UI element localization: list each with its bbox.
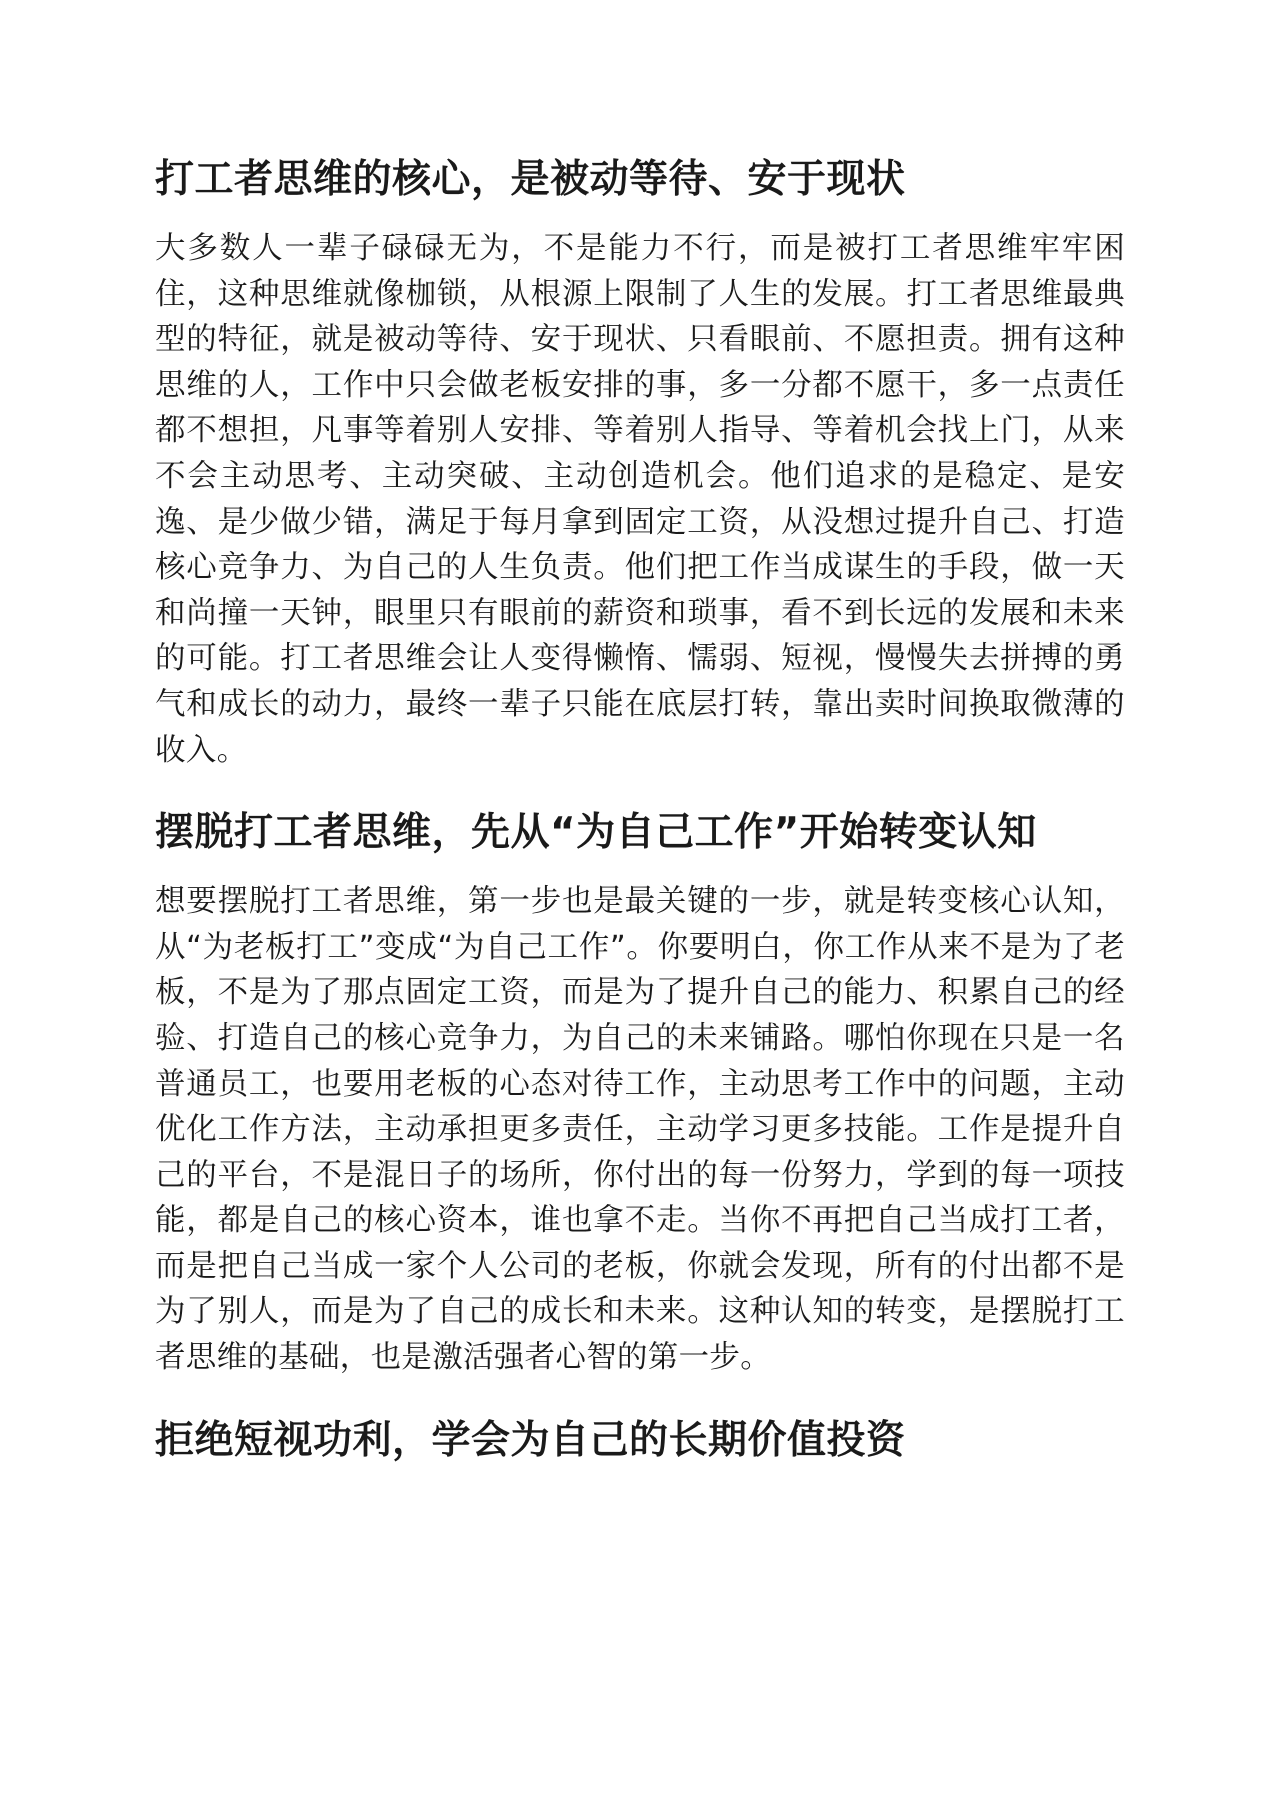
section-heading: 拒绝短视功利，学会为自己的长期价值投资 — [155, 1417, 906, 1463]
section-heading: 打工者思维的核心，是被动等待、安于现状 — [155, 157, 906, 202]
section-heading: 摆脱打工者思维，先从“为自己工作”开始转变认知 — [155, 810, 1037, 856]
section-paragraph: 想要摆脱打工者思维，第一步也是最关键的一步，就是转变核心认知，从“为老板打工”变成“为自己工作”。你要明白，你工作从来不是为了老板，不是为了那点固定工资，而是为了提升自己的能力、积累自己的经验、打造自己的核心竞争力，为自己的未来铺路。哪怕你现在只是一名普通员工，也要用老板的心态对待工作，主动思考工作中的问题，主动优化工作方法，主动承担更多责任，主动学习更多技能。工作是提升自己的平台，不是混日子的场所，你付出的每一份努力，学到的每一项技能，都是自己的核心资本，谁也拿不走。当你不再把自己当成打工者，而是把自己当成一家个人公司的老板，你就会发现，所有的付出都不是为了别人，而是为了自己的成长和未来。这种认知的转变，是摆脱打工者思维的基础，也是激活强者心智的第一步。 — [155, 884, 1125, 1376]
section-paragraph: 大多数人一辈子碌碌无为，不是能力不行，而是被打工者思维牢牢困住，这种思维就像枷锁，从根源上限制了人生的发展。打工者思维最典型的特征，就是被动等待、安于现状、只看眼前、不愿担责。拥有这种思维的人，工作中只会做老板安排的事，多一分都不愿干，多一点责任都不想担，凡事等着别人安排、等着别人指导、等着机会找上门，从来不会主动思考、主动突破、主动创造机会。他们追求的是稳定、是安逸、是少做少错，满足于每月拿到固定工资，从没想过提升自己、打造核心竞争力、为自己的人生负责。他们把工作当成谋生的手段，做一天和尚撞一天钟，眼里只有眼前的薪资和琐事，看不到长远的发展和未来的可能。打工者思维会让人变得懒惰、懦弱、短视，慢慢失去拼搏的勇气和成长的动力，最终一辈子只能在底层打转，靠出卖时间换取微薄的收入。 — [155, 231, 1125, 768]
article — [155, 150, 1125, 1471]
